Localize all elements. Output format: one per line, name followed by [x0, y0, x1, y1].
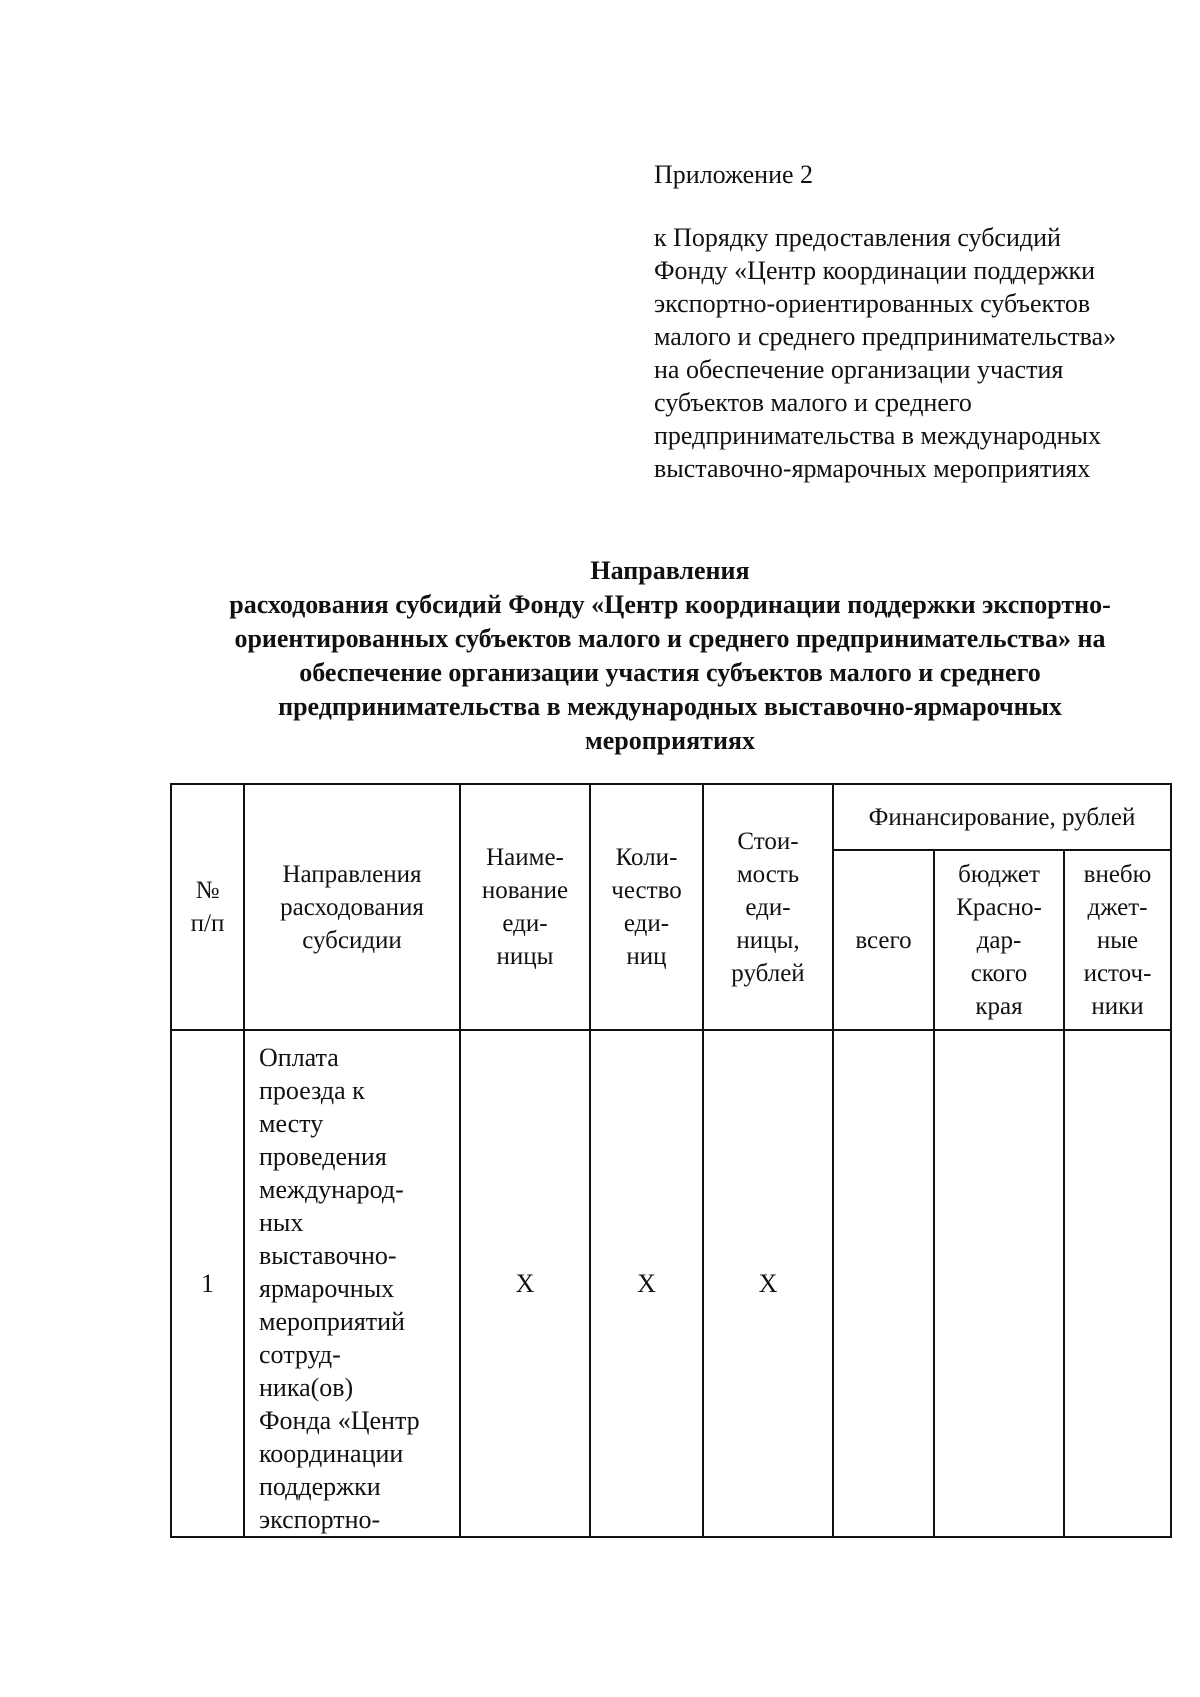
- header-text: рублей: [731, 959, 805, 987]
- cell-text: поддержки: [259, 1472, 381, 1501]
- heading-line: расходования субсидий Фонду «Центр координации поддержки экспортно-: [229, 590, 1111, 619]
- cell-text: мероприятий: [259, 1307, 405, 1336]
- financing-table: [170, 783, 1172, 1538]
- cell-text: ника(ов): [259, 1373, 354, 1402]
- heading-line: предпринимательства в международных выставочно-ярмарочных: [278, 692, 1062, 721]
- header-direction: [244, 784, 460, 1030]
- header-text: ниц: [626, 943, 667, 970]
- cell-unit-cost: Х: [703, 1030, 833, 1537]
- cell-text: Фонда «Центр: [259, 1406, 420, 1435]
- cell-num: 1: [171, 1030, 244, 1537]
- header-text: еди-: [502, 910, 548, 937]
- cell-text: месту: [259, 1109, 324, 1138]
- header-text: дар-: [976, 926, 1022, 954]
- cell-extrabudgetary: [1064, 1030, 1171, 1537]
- header-quantity: [590, 784, 703, 1030]
- appendix-line: малого и среднего предпринимательства»: [654, 322, 1117, 351]
- cell-text: сотруд-: [259, 1340, 341, 1369]
- header-text: ницы: [496, 943, 554, 970]
- appendix-line: Фонду «Центр координации поддержки: [654, 256, 1096, 285]
- cell-text: международ-: [259, 1175, 404, 1204]
- appendix-block: [654, 158, 1174, 485]
- cell-total: [833, 1030, 934, 1537]
- header-row: [171, 784, 1171, 850]
- header-text: субсидии: [302, 926, 402, 954]
- cell-direction: [244, 1030, 460, 1537]
- cell-quantity: Х: [590, 1030, 703, 1537]
- appendix-title: Приложение 2: [654, 160, 814, 189]
- header-extrabudgetary: [1064, 850, 1171, 1030]
- header-num: [171, 784, 244, 1030]
- appendix-line: предпринимательства в международных: [654, 421, 1102, 450]
- header-total: [833, 850, 934, 1030]
- appendix-line: на обеспечение организации участия: [654, 355, 1064, 384]
- appendix-line: субъектов малого и среднего: [654, 388, 972, 417]
- header-unit-name: [460, 784, 590, 1030]
- header-text: мость: [736, 860, 800, 888]
- header-text: №: [195, 877, 220, 904]
- cell-text: экспортно-: [259, 1505, 381, 1534]
- header-text: чество: [611, 877, 682, 904]
- cell-text: проведения: [259, 1142, 387, 1171]
- header-text: Направления: [282, 860, 422, 888]
- header-text: ского: [970, 959, 1028, 987]
- appendix-line: экспортно-ориентированных субъектов: [654, 289, 1091, 318]
- heading-title: Направления: [590, 556, 750, 585]
- header-text: еди-: [623, 910, 670, 937]
- header-text: п/п: [190, 910, 225, 937]
- header-text: бюджет: [958, 860, 1040, 888]
- header-text: всего: [855, 926, 912, 954]
- header-unit-cost: [703, 784, 833, 1030]
- cell-unit-name: Х: [460, 1030, 590, 1537]
- document-heading: [130, 554, 1200, 758]
- appendix-line: к Порядку предоставления субсидий: [654, 223, 1061, 252]
- cell-regional-budget: [934, 1030, 1064, 1537]
- header-financing: Финансирование, рублей: [833, 784, 1171, 850]
- header-text: края: [975, 992, 1023, 1020]
- heading-line: обеспечение организации участия субъектов малого и среднего: [299, 658, 1041, 687]
- cell-text: ных: [259, 1208, 304, 1237]
- cell-text: координации: [259, 1439, 404, 1468]
- header-text: еди-: [745, 893, 791, 921]
- header-text: Красно-: [956, 893, 1042, 921]
- cell-text: выставочно-: [259, 1241, 397, 1270]
- cell-text: Оплата: [259, 1043, 339, 1072]
- header-text: источ-: [1083, 959, 1152, 987]
- header-text: ники: [1091, 992, 1144, 1020]
- header-text: Стои-: [737, 827, 799, 855]
- cell-text: ярмарочных: [259, 1274, 395, 1303]
- header-text: ные: [1096, 926, 1139, 954]
- header-text: расходования: [280, 893, 424, 921]
- header-text: нование: [481, 877, 569, 904]
- heading-line: мероприятиях: [584, 726, 755, 755]
- heading-line: ориентированных субъектов малого и среднего предпринимательства» на: [234, 624, 1106, 653]
- header-text: Коли-: [615, 844, 678, 871]
- header-text: джет-: [1087, 893, 1148, 921]
- appendix-line: выставочно-ярмарочных мероприятиях: [654, 454, 1091, 483]
- header-regional-budget: [934, 850, 1064, 1030]
- table-row: [171, 1030, 1171, 1537]
- header-text: Наиме-: [486, 844, 564, 871]
- header-text: внебю: [1083, 860, 1152, 888]
- appendix-text: [654, 221, 1174, 485]
- cell-text: проезда к: [259, 1076, 365, 1105]
- header-text: ницы,: [736, 926, 800, 954]
